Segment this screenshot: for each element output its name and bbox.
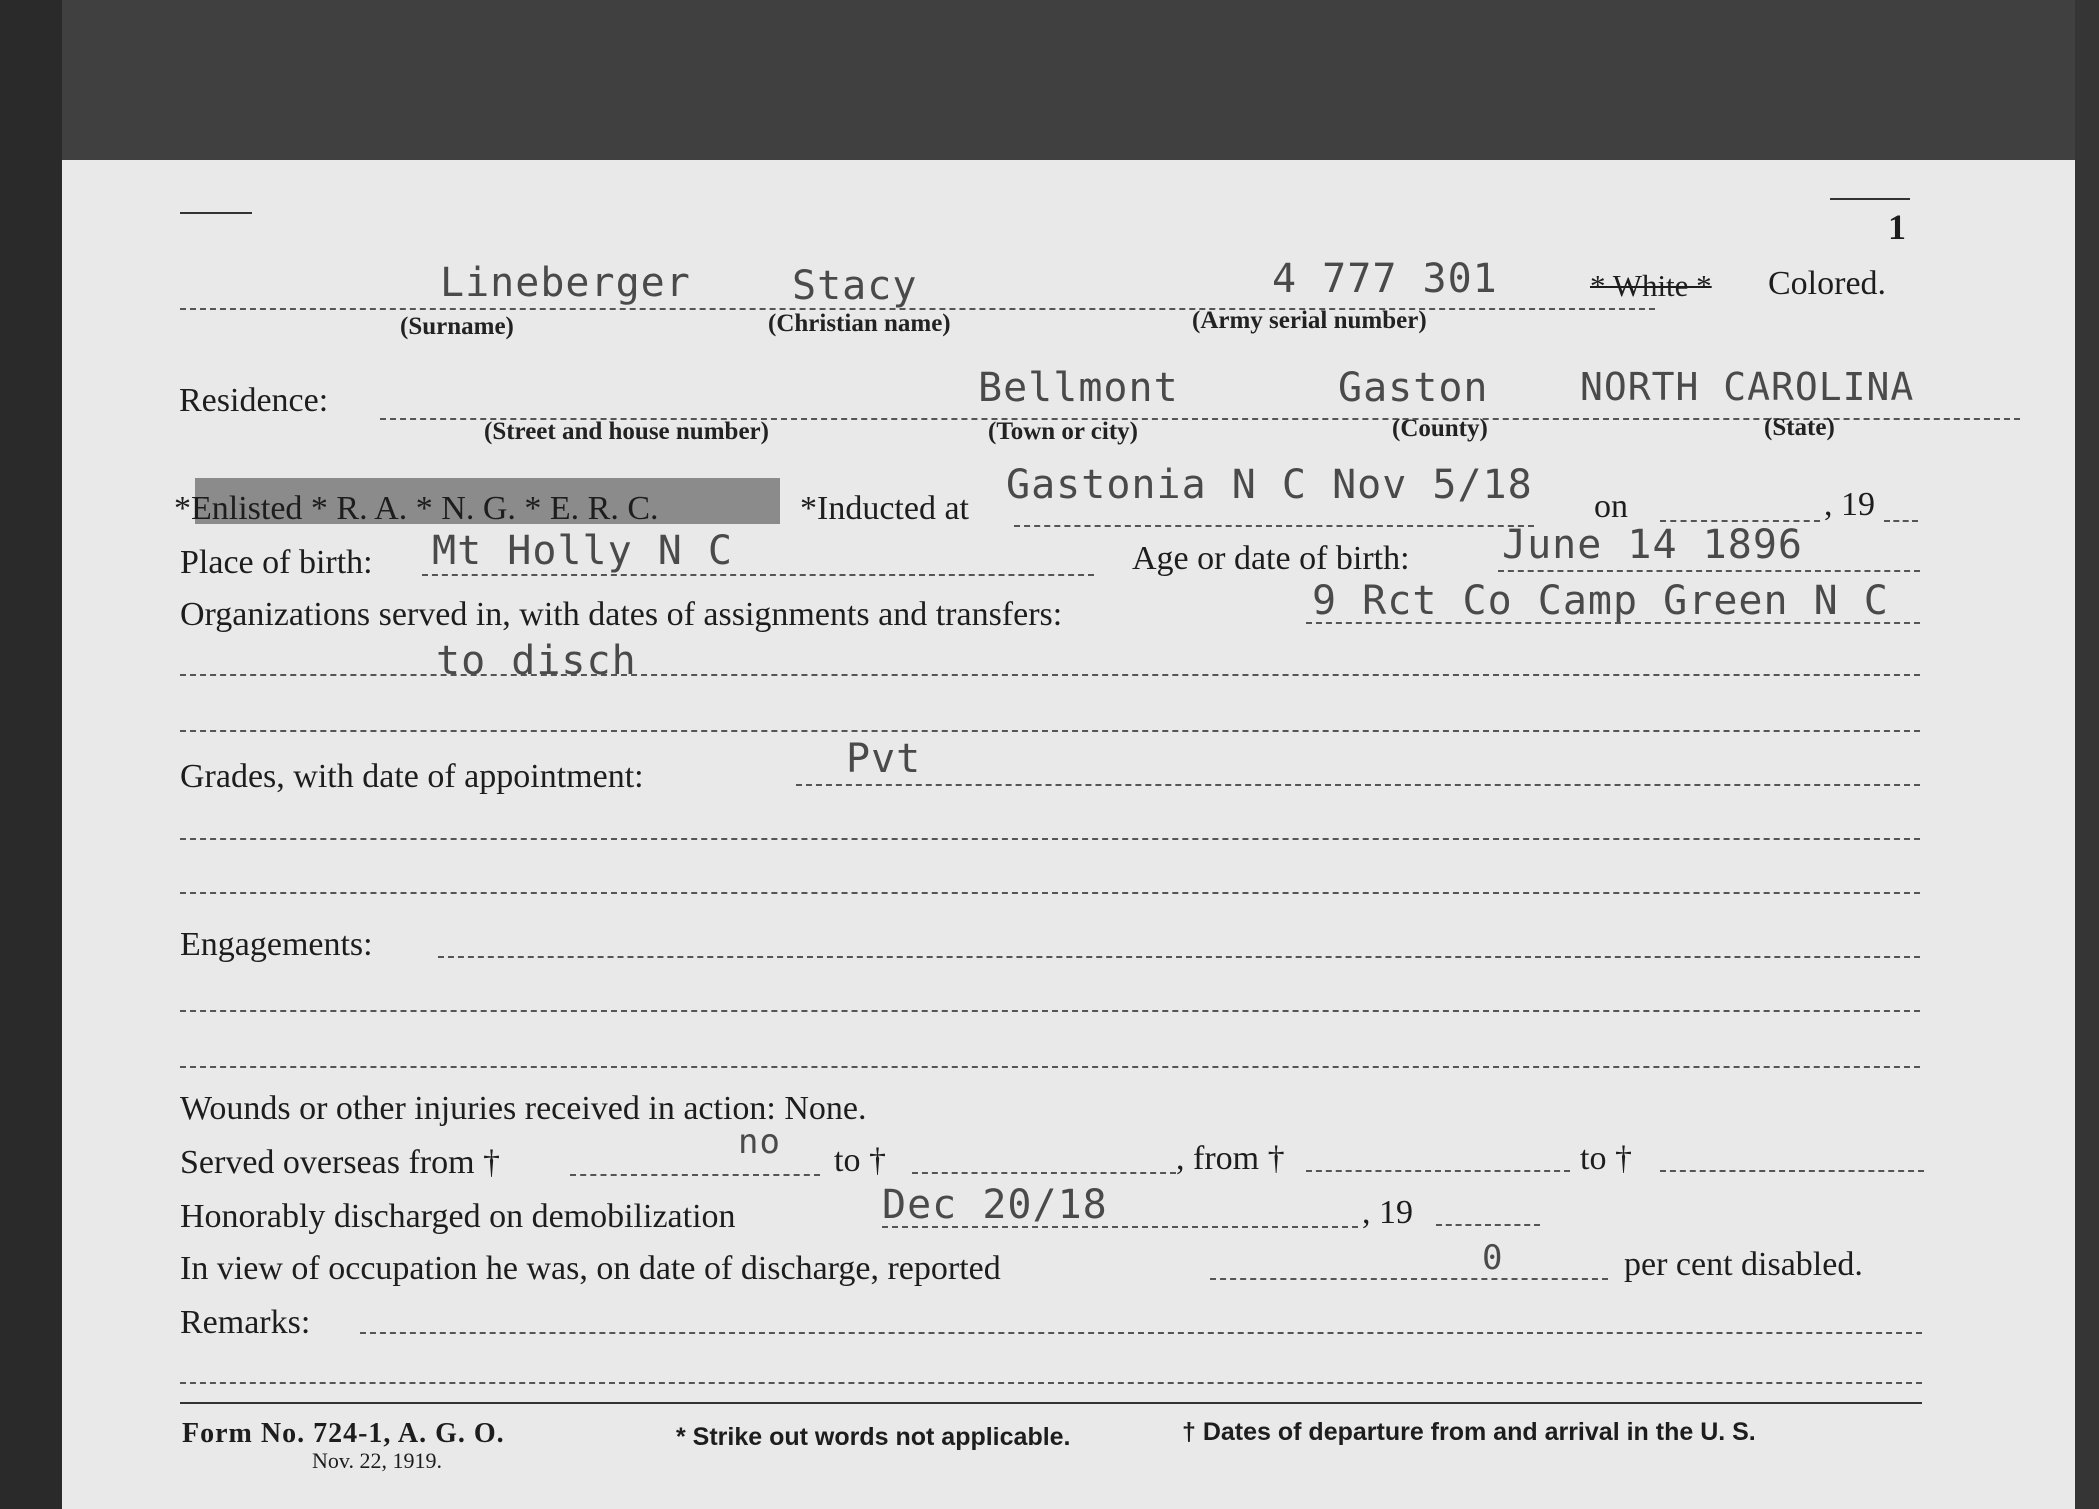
inducted-on-label: on <box>1594 488 1628 525</box>
disability-value: 0 <box>1482 1238 1504 1278</box>
background-right <box>2075 0 2099 1509</box>
residence-county-value: Gaston <box>1338 365 1489 411</box>
inducted-value: Gastonia N C Nov 5/18 <box>1006 462 1533 508</box>
wounds-label: Wounds or other injuries received in action: None. <box>180 1090 867 1127</box>
engagements-line-2 <box>180 1010 1920 1012</box>
age-label: Age or date of birth: <box>1132 540 1410 577</box>
background-top <box>0 0 2099 160</box>
overseas-label: Served overseas from † <box>180 1144 501 1181</box>
form-date: Nov. 22, 1919. <box>312 1448 442 1473</box>
surname-value: Lineberger <box>440 260 691 306</box>
town-caption: (Town or city) <box>988 418 1138 445</box>
race-white-option: * White * <box>1590 268 1712 303</box>
overseas-to-1-line <box>912 1172 1176 1174</box>
top-right-rule <box>1830 198 1910 200</box>
footer-rule <box>180 1402 1922 1404</box>
county-caption: (County) <box>1392 415 1488 442</box>
remarks-label: Remarks: <box>180 1304 311 1341</box>
organizations-line-3 <box>180 730 1920 732</box>
footer-note-strike: * Strike out words not applicable. <box>676 1423 1071 1451</box>
residence-state-value: NORTH CAROLINA <box>1580 365 1915 409</box>
disability-suffix: per cent disabled. <box>1624 1246 1863 1283</box>
grades-label: Grades, with date of appointment: <box>180 758 644 795</box>
residence-label: Residence: <box>179 382 329 419</box>
background-left <box>0 0 62 1509</box>
overseas-to-2-label: to † <box>1580 1140 1632 1177</box>
serial-caption: (Army serial number) <box>1192 307 1427 334</box>
inducted-year-prefix: , 19 <box>1824 486 1875 523</box>
grades-value: Pvt <box>846 736 922 782</box>
footer-note-dates: † Dates of departure from and arrival in the U. S. <box>1182 1418 1756 1446</box>
discharge-label: Honorably discharged on demobilization <box>180 1198 736 1235</box>
engagements-line-1 <box>438 956 1920 958</box>
place-of-birth-label: Place of birth: <box>180 544 373 581</box>
discharge-value: Dec 20/18 <box>882 1182 1108 1228</box>
race-colored-option: Colored. <box>1768 265 1887 302</box>
inducted-year-line <box>1884 520 1918 522</box>
grades-line-2 <box>180 838 1920 840</box>
organizations-value-2: to disch <box>436 638 637 684</box>
discharge-year-prefix: , 19 <box>1362 1194 1413 1231</box>
remarks-line-2 <box>180 1382 1922 1384</box>
inducted-label: *Inducted at <box>800 490 969 527</box>
overseas-to-2-line <box>1660 1170 1924 1172</box>
overseas-from-2-label: , from † <box>1176 1140 1285 1177</box>
engagements-line-3 <box>180 1066 1920 1068</box>
enlistment-options: *Enlisted * R. A. * N. G. * E. R. C. <box>174 490 659 527</box>
serial-number-value: 4 777 301 <box>1272 256 1498 302</box>
place-of-birth-value: Mt Holly N C <box>432 528 733 574</box>
residence-town-value: Bellmont <box>978 365 1179 411</box>
overseas-from-2-line <box>1306 1170 1570 1172</box>
grades-line <box>796 784 1920 786</box>
organizations-value-1: 9 Rct Co Camp Green N C <box>1312 578 1889 624</box>
surname-caption: (Surname) <box>400 313 514 340</box>
overseas-from-line <box>570 1174 820 1176</box>
form-number: Form No. 724-1, A. G. O. <box>182 1418 505 1449</box>
christian-name-caption: (Christian name) <box>768 310 951 337</box>
christian-name-value: Stacy <box>792 263 918 309</box>
organizations-label: Organizations served in, with dates of assignments and transfers: <box>180 596 1063 633</box>
place-of-birth-line <box>422 574 1094 576</box>
top-left-rule <box>180 212 252 214</box>
card-number: 1 <box>1888 207 1906 247</box>
street-caption: (Street and house number) <box>484 418 769 445</box>
service-record-card <box>62 160 2075 1509</box>
overseas-to-1-label: to † <box>834 1142 886 1179</box>
disability-label: In view of occupation he was, on date of discharge, reported <box>180 1250 1001 1287</box>
state-caption: (State) <box>1764 414 1835 441</box>
overseas-value: no <box>738 1122 781 1162</box>
inducted-line <box>1014 525 1534 527</box>
remarks-line-1 <box>360 1332 1922 1334</box>
age-value: June 14 1896 <box>1502 522 1803 568</box>
disability-line <box>1210 1278 1608 1280</box>
grades-line-3 <box>180 892 1920 894</box>
engagements-label: Engagements: <box>180 926 373 963</box>
age-line <box>1498 570 1920 572</box>
discharge-year-line <box>1436 1224 1540 1226</box>
